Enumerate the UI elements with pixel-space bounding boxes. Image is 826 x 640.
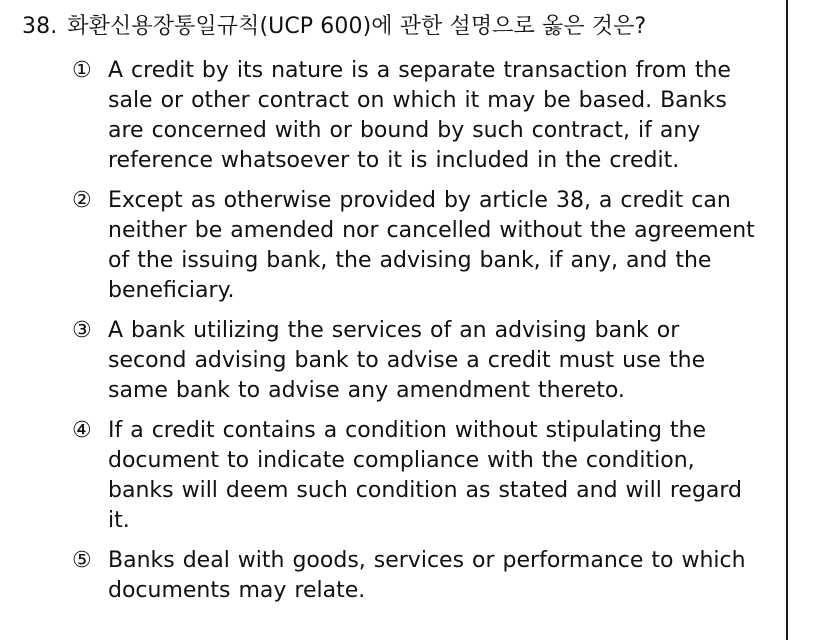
option-text: Except as otherwise provided by article 38, a credit can neither be amended nor cancelled without the agreement of the issuing bank, the advising bank, if any, and the beneficiary. (108, 188, 755, 303)
option-text: If a credit contains a condition without stipulating the document to indicate compliance with the condition, banks will deem such condition as stated and will regard it. (108, 418, 743, 533)
option-3 (72, 316, 772, 406)
option-text: A bank utilizing the services of an advising bank or second advising bank to advise a credit must use the same bank to advise any amendment thereto. (108, 318, 706, 403)
option-marker: ② (72, 188, 92, 213)
column-divider (786, 0, 788, 640)
question-number: 38. (22, 14, 58, 39)
question-stem (22, 12, 782, 42)
option-1 (72, 56, 772, 176)
option-5 (72, 546, 772, 606)
answer-options (72, 56, 772, 616)
option-marker: ⑤ (72, 548, 92, 573)
option-text: A credit by its nature is a separate transaction from the sale or other contract on which it may be based. Banks are concerned with or bound by such contract, if any reference whatsoever to it is included in the credit. (108, 58, 731, 173)
option-marker: ③ (72, 318, 92, 343)
option-4 (72, 416, 772, 536)
option-marker: ④ (72, 418, 92, 443)
question-text: 화환신용장통일규칙(UCP 600)에 관한 설명으로 옳은 것은? (67, 14, 647, 39)
option-text: Banks deal with goods, services or performance to which documents may relate. (108, 548, 746, 603)
option-marker: ① (72, 58, 92, 83)
option-2 (72, 186, 772, 306)
